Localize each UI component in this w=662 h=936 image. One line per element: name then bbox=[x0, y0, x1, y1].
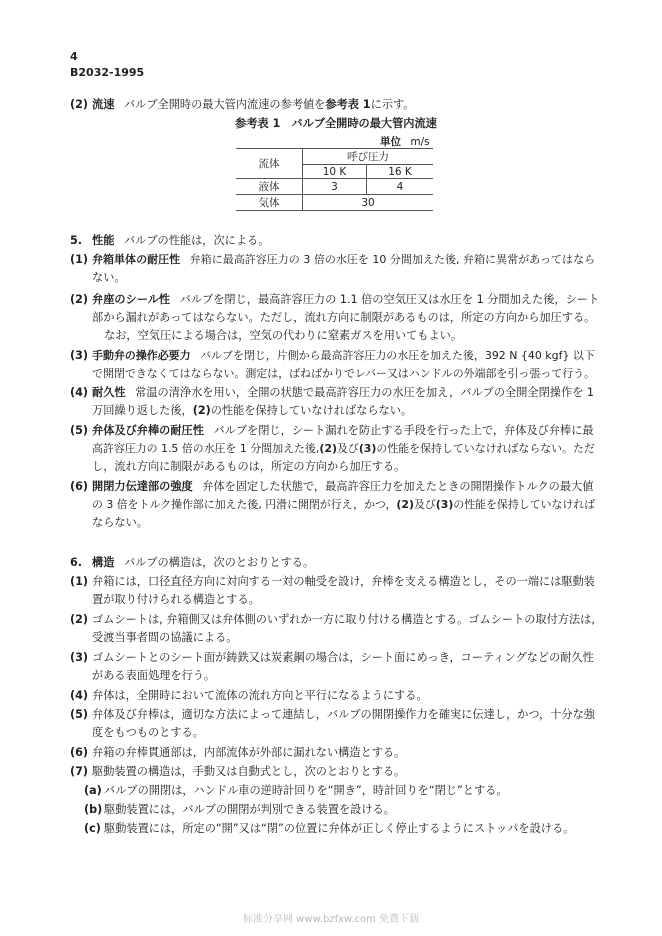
s5-i4-text2a: 万回繰り返した後， bbox=[92, 404, 193, 417]
s5-i6-line1 bbox=[92, 479, 593, 494]
s5-i4-heading: 耐久性 bbox=[92, 386, 126, 399]
th-fluid: 流体 bbox=[236, 149, 303, 179]
s6-i1-number: (1) bbox=[70, 575, 89, 588]
s5-i4-text1: 常温の清浄水を用い，全開の状態で最高許容圧力の水圧を加え，バルブの全開全閉操作を 1 bbox=[135, 386, 594, 399]
s5-line bbox=[92, 233, 269, 248]
watermark: 标准分享网 www.bzfxw.com 免费下载 bbox=[243, 914, 419, 925]
th-10k: 10 K bbox=[303, 165, 367, 179]
row-liquid-10k: 3 bbox=[303, 179, 367, 195]
s5-i6-heading: 開閉力伝達部の強度 bbox=[92, 480, 193, 493]
s5-i6-number: (6) bbox=[70, 480, 89, 493]
s5-i2-number: (2) bbox=[70, 293, 89, 306]
s5-i5-text1: バルブを閉じ，シート漏れを防止する手段を行った上で，弁体及び弁棒に最 bbox=[213, 424, 594, 437]
s6-i2-line1: ゴムシートは, 弁箱側又は弁体側のいずれか一方に取り付ける構造とする。ゴムシートの取付方法は, bbox=[92, 613, 595, 626]
s5-i2-heading: 弁座のシール性 bbox=[92, 293, 171, 306]
s5-i5-line3: し，流れ方向に制限があるものは，所定の方向から加圧する。 bbox=[92, 460, 406, 473]
s5-i3-heading: 手動弁の操作必要力 bbox=[92, 349, 191, 362]
s5-text: バルブの性能は，次による。 bbox=[123, 234, 270, 247]
s5-i6-text2a: の 3 倍をトルク操作部に加えた後, 円滑に開閉が行え，かつ， bbox=[92, 498, 397, 511]
s6-heading: 構造 bbox=[92, 556, 115, 569]
s5-i6-line3: ならない。 bbox=[92, 516, 148, 529]
s6-i2-number: (2) bbox=[70, 613, 89, 626]
s2-ref: 参考表 1 bbox=[325, 98, 371, 111]
s6-i6-line1: 弁箱の弁棒貫通部は，内部流体が外部に漏れない構造とする。 bbox=[92, 746, 406, 759]
s5-i4-text2c: の性能を保持していなければならない。 bbox=[210, 404, 413, 417]
s6-line bbox=[92, 555, 314, 570]
s5-i5-line2 bbox=[92, 441, 595, 456]
row-gas-value: 30 bbox=[303, 195, 434, 211]
s6-i3-line1: ゴムシートとのシート面が鋳鉄又は炭素鋼の場合は，シート面にめっき，コーティングなどの耐久性 bbox=[92, 651, 594, 664]
s5-i4-number: (4) bbox=[70, 386, 89, 399]
s5-i2-line3: なお，空気圧による場合は，空気の代わりに窒素ガスを用いてもよい。 bbox=[104, 329, 463, 342]
s5-i5-text2e: の性能を保持していなければならない。ただ bbox=[376, 442, 595, 455]
s5-i4-ref: (2) bbox=[192, 404, 211, 417]
s6-i1-line2: 置が取り付けられる構造とする。 bbox=[92, 593, 260, 606]
s6-a-number: (a) bbox=[84, 784, 102, 797]
s2-line bbox=[92, 97, 414, 112]
s6-i4-line1: 弁体は，全開時において流体の流れ方向と平行になるようにする。 bbox=[92, 689, 428, 702]
s5-i4-line2 bbox=[92, 403, 412, 418]
s6-i7-line1: 駆動装置の構造は，手動又は自動式とし，次のとおりとする。 bbox=[92, 765, 406, 778]
s5-heading: 性能 bbox=[92, 234, 115, 247]
s6-i7-number: (7) bbox=[70, 765, 89, 778]
s6-a-line: バルブの開閉は，ハンドル車の逆時計回りを“開き”，時計回りを“閉じ”とする。 bbox=[104, 784, 508, 797]
velocity-table bbox=[236, 148, 433, 211]
s5-i6-line2 bbox=[92, 497, 595, 512]
s5-i5-text2a: 高許容圧力の 1.5 倍の水圧を 1 分間加えた後, bbox=[92, 442, 320, 455]
s6-i1-line1: 弁箱には，口径直径方向に対向する一対の軸受を設け，弁棒を支える構造とし，その一端には駆動装 bbox=[92, 575, 595, 588]
s5-i2-line2: 部から漏れがあってはならない。ただし，流れ方向に制限があるものは，所定の方向から加圧する。 bbox=[92, 311, 596, 324]
s5-i4-line1 bbox=[92, 385, 594, 400]
s5-i2-line1 bbox=[92, 292, 599, 307]
s6-i4-number: (4) bbox=[70, 689, 89, 702]
s6-text: バルブの構造は，次のとおりとする。 bbox=[123, 556, 315, 569]
s5-i5-and: 及び bbox=[336, 442, 359, 455]
s6-i5-line2: 度をもつものとする。 bbox=[92, 726, 204, 739]
s5-i3-number: (3) bbox=[70, 349, 89, 362]
s5-i1-number: (1) bbox=[70, 253, 89, 266]
row-liquid-16k: 4 bbox=[367, 179, 434, 195]
s5-i5-ref2: (2) bbox=[319, 442, 337, 455]
table-unit-value: m/s bbox=[410, 136, 430, 148]
s6-i3-number: (3) bbox=[70, 651, 89, 664]
s2-text: バルブ全開時の最大管内流速の参考値を bbox=[123, 98, 326, 111]
table-title: 参考表 1 バルブ全開時の最大管内流速 bbox=[235, 117, 437, 130]
s5-i1-line1 bbox=[92, 252, 595, 267]
s2-tail: に示す。 bbox=[370, 98, 415, 111]
s5-number: 5. bbox=[70, 234, 83, 247]
s6-c-number: (c) bbox=[84, 822, 101, 835]
s5-i3-text1: バルブを閉じ，片側から最高許容圧力の水圧を加えた後，392 N {40 kgf} 以下 bbox=[200, 349, 595, 362]
s5-i3-line1 bbox=[92, 348, 595, 363]
s6-c-line: 駆動装置には，所定の“開”又は“閉”の位置に弁体が正しく停止するようにストッパを設ける。 bbox=[104, 822, 575, 835]
s5-i1-text1: 弁箱に最高許容圧力の 3 倍の水圧を 10 分間加えた後, 弁箱に異常があってはなら bbox=[189, 253, 596, 266]
s5-i6-ref3: (3) bbox=[435, 498, 454, 511]
row-gas-name: 気体 bbox=[236, 195, 303, 211]
s5-i6-text1: 弁体を固定した状態で，最高許容圧力を加えたときの開閉操作トルクの最大値 bbox=[202, 480, 594, 493]
s5-i6-and: 及び bbox=[413, 498, 436, 511]
s5-i1-heading: 弁箱単体の耐圧性 bbox=[92, 253, 181, 266]
s2-heading: 流速 bbox=[92, 98, 115, 111]
s6-i3-line2: がある表面処理を行う。 bbox=[92, 669, 216, 682]
page-number: 4 bbox=[70, 50, 78, 63]
table-unit-label: 単位 bbox=[380, 136, 401, 148]
th-pressure: 呼び圧力 bbox=[303, 149, 434, 165]
s5-i5-ref3: (3) bbox=[358, 442, 377, 455]
s5-i3-line2: で開閉できなくてはならない。測定は，ばねばかりでレバー又はハンドルの外端部を引っ張って行う。 bbox=[92, 367, 596, 380]
th-16k: 16 K bbox=[367, 165, 434, 179]
s5-i5-line1 bbox=[92, 423, 594, 438]
s5-i1-line2: ない。 bbox=[92, 271, 126, 284]
s5-i2-text1: バルブを閉じ，最高許容圧力の 1.1 倍の空気圧又は水圧を 1 分間加えた後，シート bbox=[179, 293, 600, 306]
row-liquid-name: 液体 bbox=[236, 179, 303, 195]
s6-i5-line1: 弁体及び弁棒は，適切な方法によって連結し，バルブの開閉操作力を確実に伝達し，かつ，十分な強 bbox=[92, 708, 595, 721]
table-unit bbox=[380, 134, 430, 149]
s5-i5-number: (5) bbox=[70, 424, 89, 437]
s6-i5-number: (5) bbox=[70, 708, 89, 721]
s5-i5-heading: 弁体及び弁棒の耐圧性 bbox=[92, 424, 204, 437]
s6-b-number: (b) bbox=[84, 803, 103, 816]
s5-i6-ref2: (2) bbox=[396, 498, 414, 511]
s6-i6-number: (6) bbox=[70, 746, 89, 759]
s5-i6-text2e: の性能を保持していなければ bbox=[453, 498, 596, 511]
s6-b-line: 駆動装置には，バルブの開閉が判別できる装置を設ける。 bbox=[104, 803, 395, 816]
s6-number: 6. bbox=[70, 556, 83, 569]
standard-code: B2032-1995 bbox=[70, 66, 145, 79]
s6-i2-line2: 受渡当事者間の協議による。 bbox=[92, 631, 238, 644]
s2-number: (2) bbox=[70, 98, 89, 111]
